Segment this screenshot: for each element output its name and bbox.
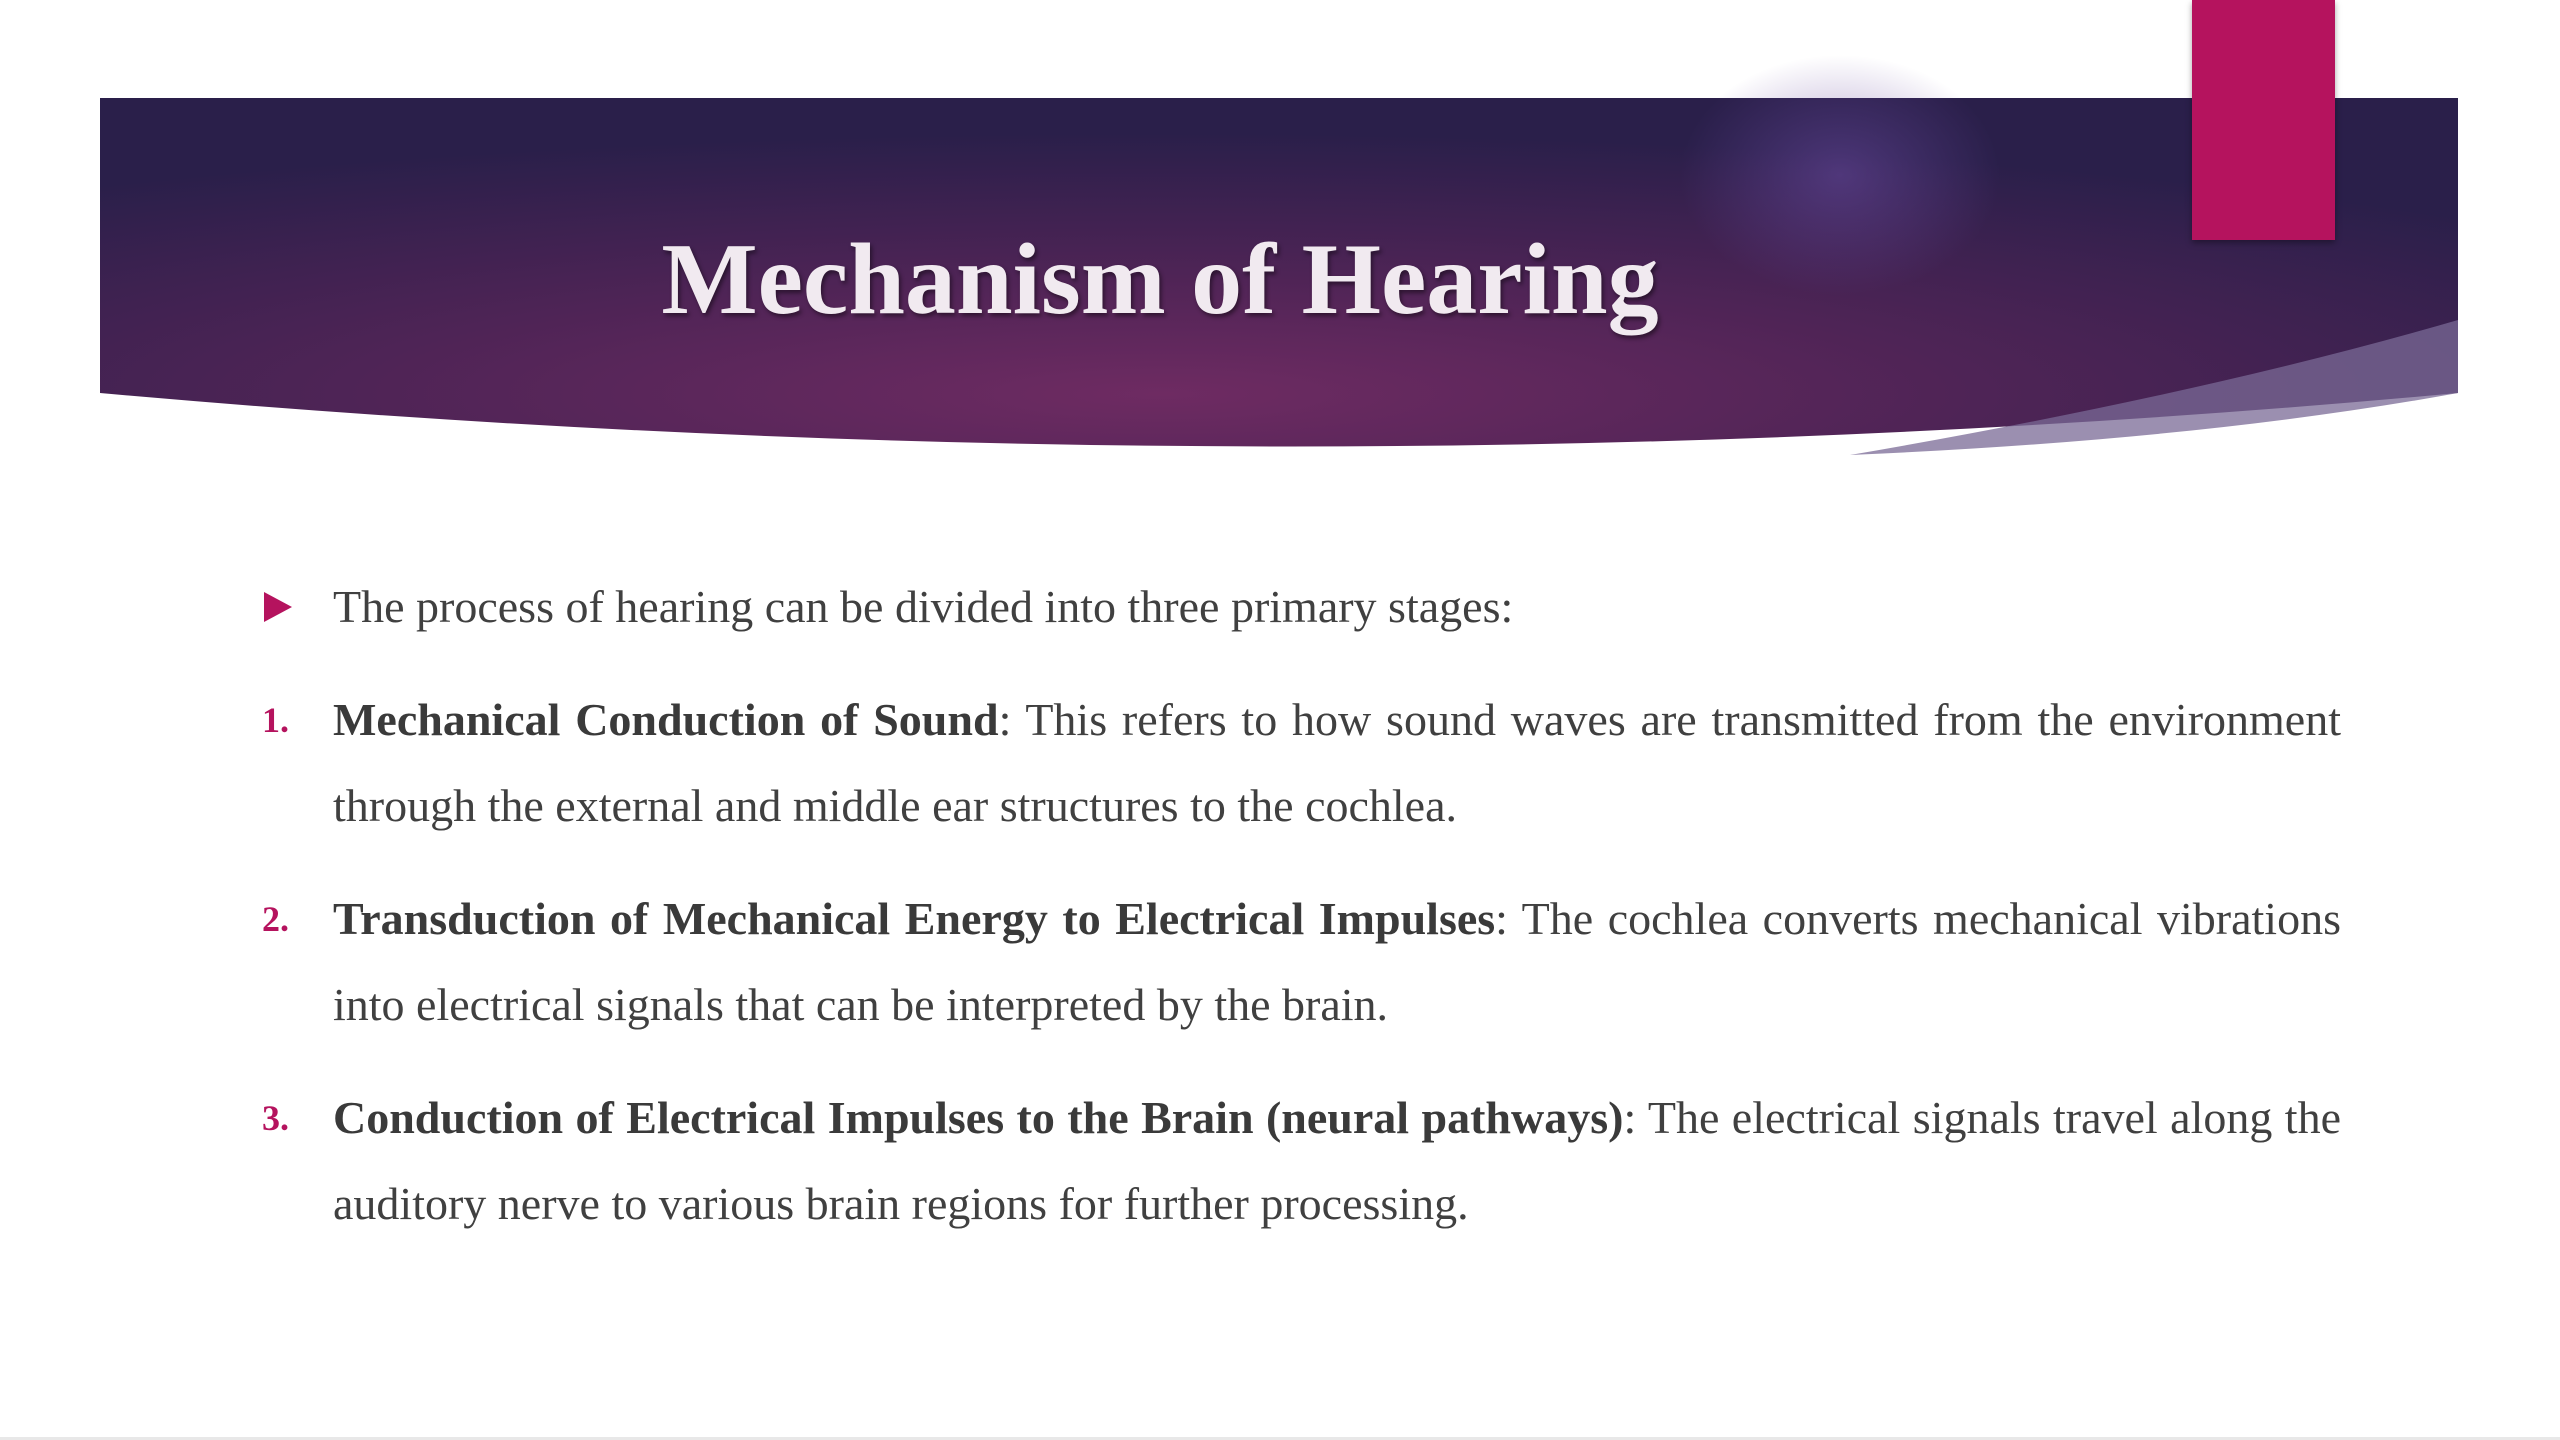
list-item-term: Conduction of Electrical Impulses to the Brain (neural pathways) xyxy=(333,1092,1624,1143)
triangle-right-icon xyxy=(264,592,292,622)
list-item-text: : The cochlea converts mechanical vibrations into electrical signals that can be interpreted by the brain. xyxy=(333,893,2341,1030)
list-number: 3. xyxy=(262,1098,289,1138)
list-number: 2. xyxy=(262,899,289,939)
list-number: 1. xyxy=(262,700,289,740)
list-item-text: : This refers to how sound waves are transmitted from the environment through the external and middle ear structures to the cochlea. xyxy=(333,694,2341,831)
intro-text: The process of hearing can be divided into three primary stages: xyxy=(333,581,1514,632)
page-title: Mechanism of Hearing xyxy=(661,223,1659,336)
list-item xyxy=(333,876,2341,1048)
list-item-term: Transduction of Mechanical Energy to Electrical Impulses xyxy=(333,893,1496,944)
list-item xyxy=(333,677,2341,849)
list-item-term: Mechanical Conduction of Sound xyxy=(333,694,999,745)
list-item xyxy=(333,1075,2341,1247)
list-item-text: : The electrical signals travel along the auditory nerve to various brain regions for further processing. xyxy=(333,1092,2341,1229)
